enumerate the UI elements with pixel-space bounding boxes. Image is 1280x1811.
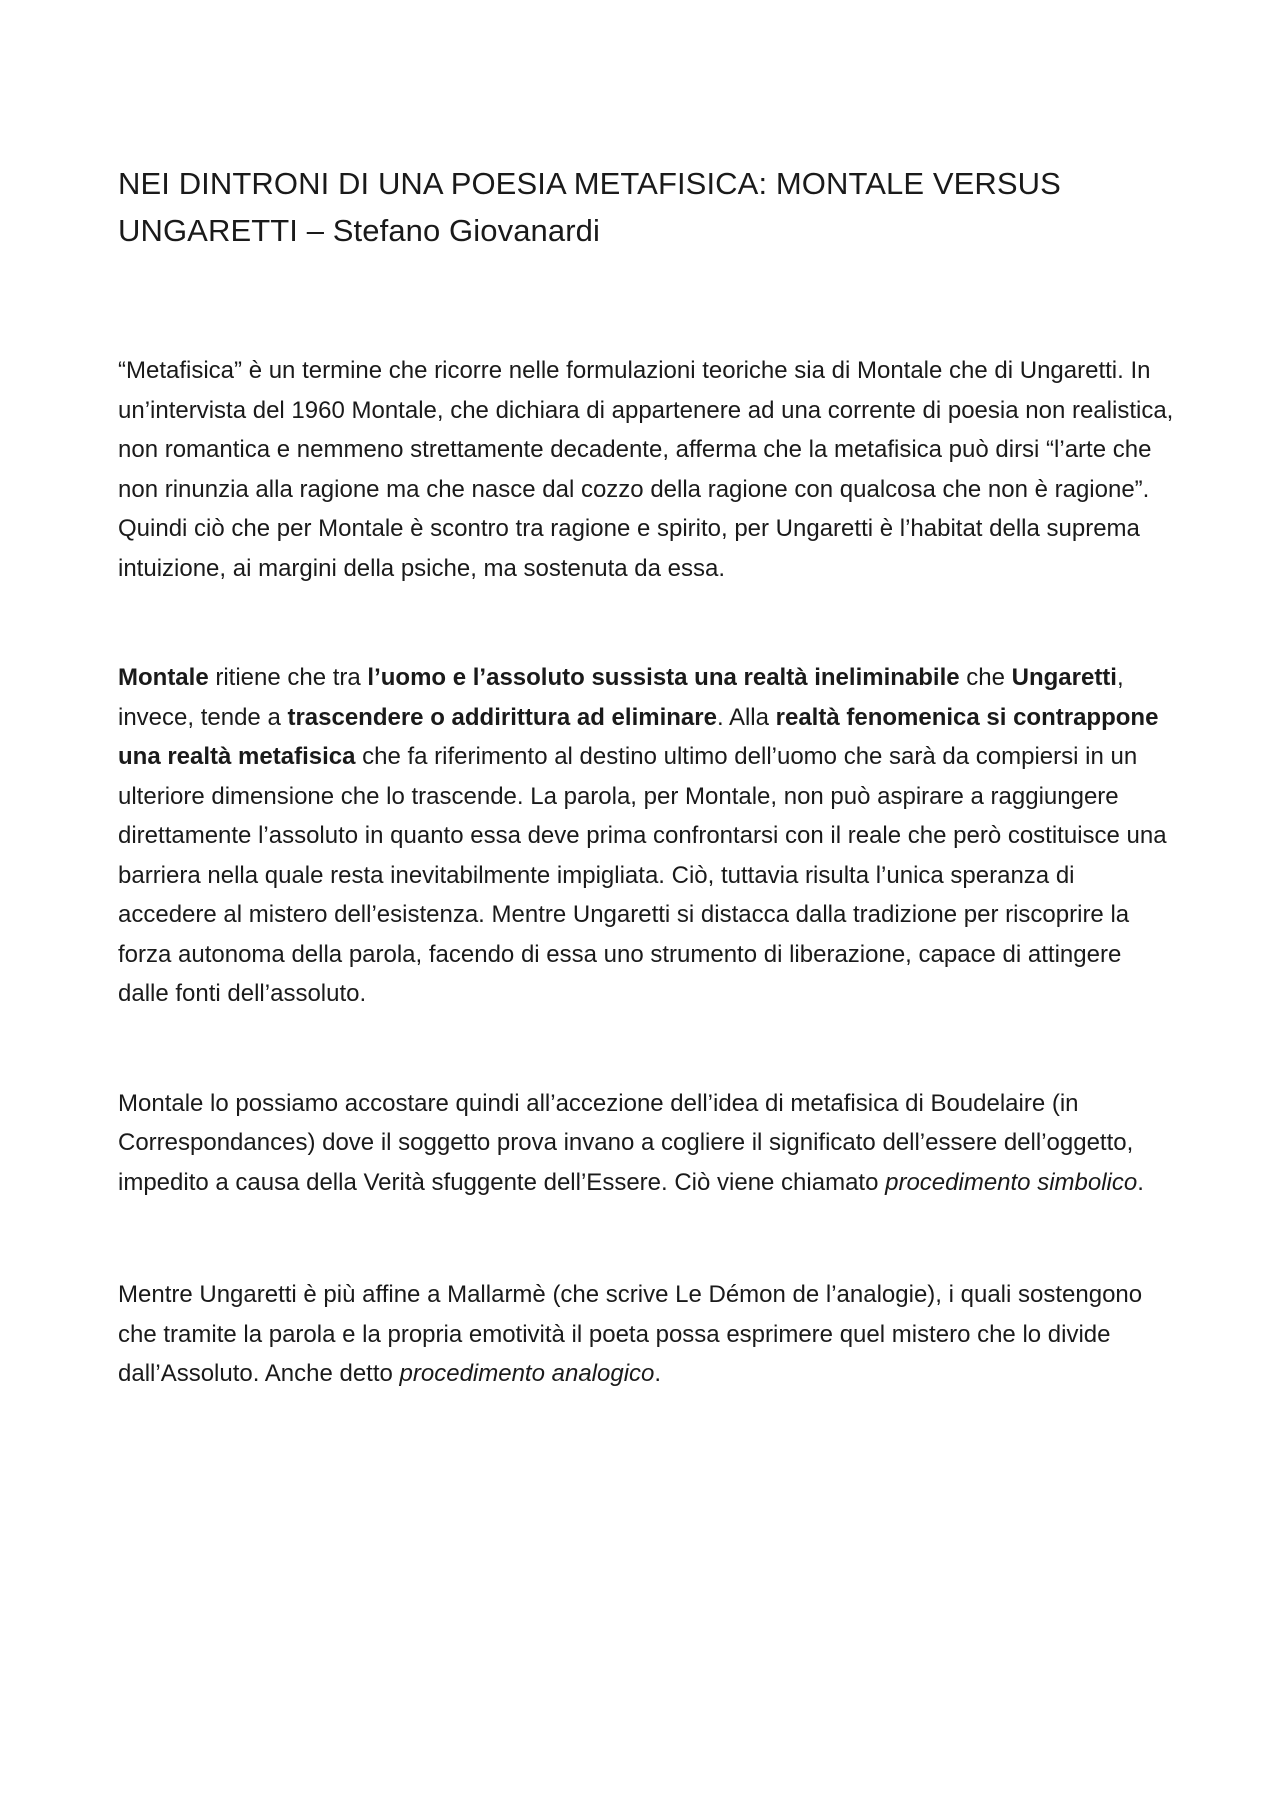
text-run: Mentre Ungaretti è più affine a Mallarmè (che scrive Le Démon de l’analogie), i quali sostengono che tramite la parola e la propria emotività il poeta possa esprimere quel mistero che lo divide dall’Assoluto. Anche detto <box>118 1281 1143 1387</box>
bold-term: Montale <box>118 664 209 691</box>
text-run: ritiene che tra <box>208 664 368 691</box>
text-run: . <box>654 1360 662 1387</box>
italic-term: procedimento analogico <box>399 1360 655 1387</box>
text-run: . <box>1137 1168 1144 1196</box>
document-body <box>118 160 1178 1394</box>
text-run: che fa riferimento al destino ultimo dell’uomo che sarà da compiersi in un ulteriore dimensione che lo trascende. La parola, per Montale, non può aspirare a raggiungere direttamente l’assoluto in quanto essa deve prima confrontarsi con il reale che però costituisce una barriera nella quale resta inevitabilmente impigliata. Ciò, tuttavia risulta l’unica speranza di accedere al mistero dell’esistenza. Mentre Ungaretti si distacca dalla tradizione per riscoprire la forza autonoma della parola, facendo di essa uno strumento di liberazione, capace di attingere dalle fonti dell’assoluto. <box>118 743 1167 1007</box>
bold-term: trascendere o addirittura ad eliminare <box>287 703 717 731</box>
text-run: Montale lo possiamo accostare quindi all’accezione dell’idea di metafisica di Boudelaire (in Correspondances) dove il soggetto prova invano a cogliere il significato dell’essere dell’oggetto, impedito a causa della Verità sfuggente dell’Essere. Ciò viene chiamato <box>118 1089 1134 1196</box>
bold-term: l’uomo e l’assoluto sussista una realtà ineliminabile <box>367 664 960 691</box>
document-title: NEI DINTRONI DI UNA POESIA METAFISICA: MONTALE VERSUS UNGARETTI – Stefano Giovanardi <box>118 166 1061 248</box>
text-run: , invece, tende a <box>118 664 1124 731</box>
paragraph-1: “Metafisica” è un termine che ricorre nelle formulazioni teoriche sia di Montale che di Ungaretti. In un’intervista del 1960 Montale, che dichiara di appartenere ad una corrente di poesia non realistica, non romantica e nemmeno strettamente decadente, afferma che la metafisica può dirsi “l’arte che non rinunzia alla ragione ma che nasce dal cozzo della ragione con qualcosa che non è ragione”. Quindi ciò che per Montale è scontro tra ragione e spirito, per Ungaretti è l’habitat della suprema intuizione, ai margini della psiche, ma sostenuta da essa. <box>118 357 1174 582</box>
bold-term: realtà fenomenica si contrappone una realtà metafisica <box>118 703 1159 770</box>
paragraph-2 <box>118 658 1178 1014</box>
text-run: che <box>959 664 1012 691</box>
paragraph-3 <box>118 1084 1178 1203</box>
paragraph-4 <box>118 1275 1178 1394</box>
bold-term: Ungaretti <box>1011 664 1117 691</box>
italic-term: procedimento simbolico <box>885 1168 1138 1196</box>
text-run: . Alla <box>716 703 776 731</box>
